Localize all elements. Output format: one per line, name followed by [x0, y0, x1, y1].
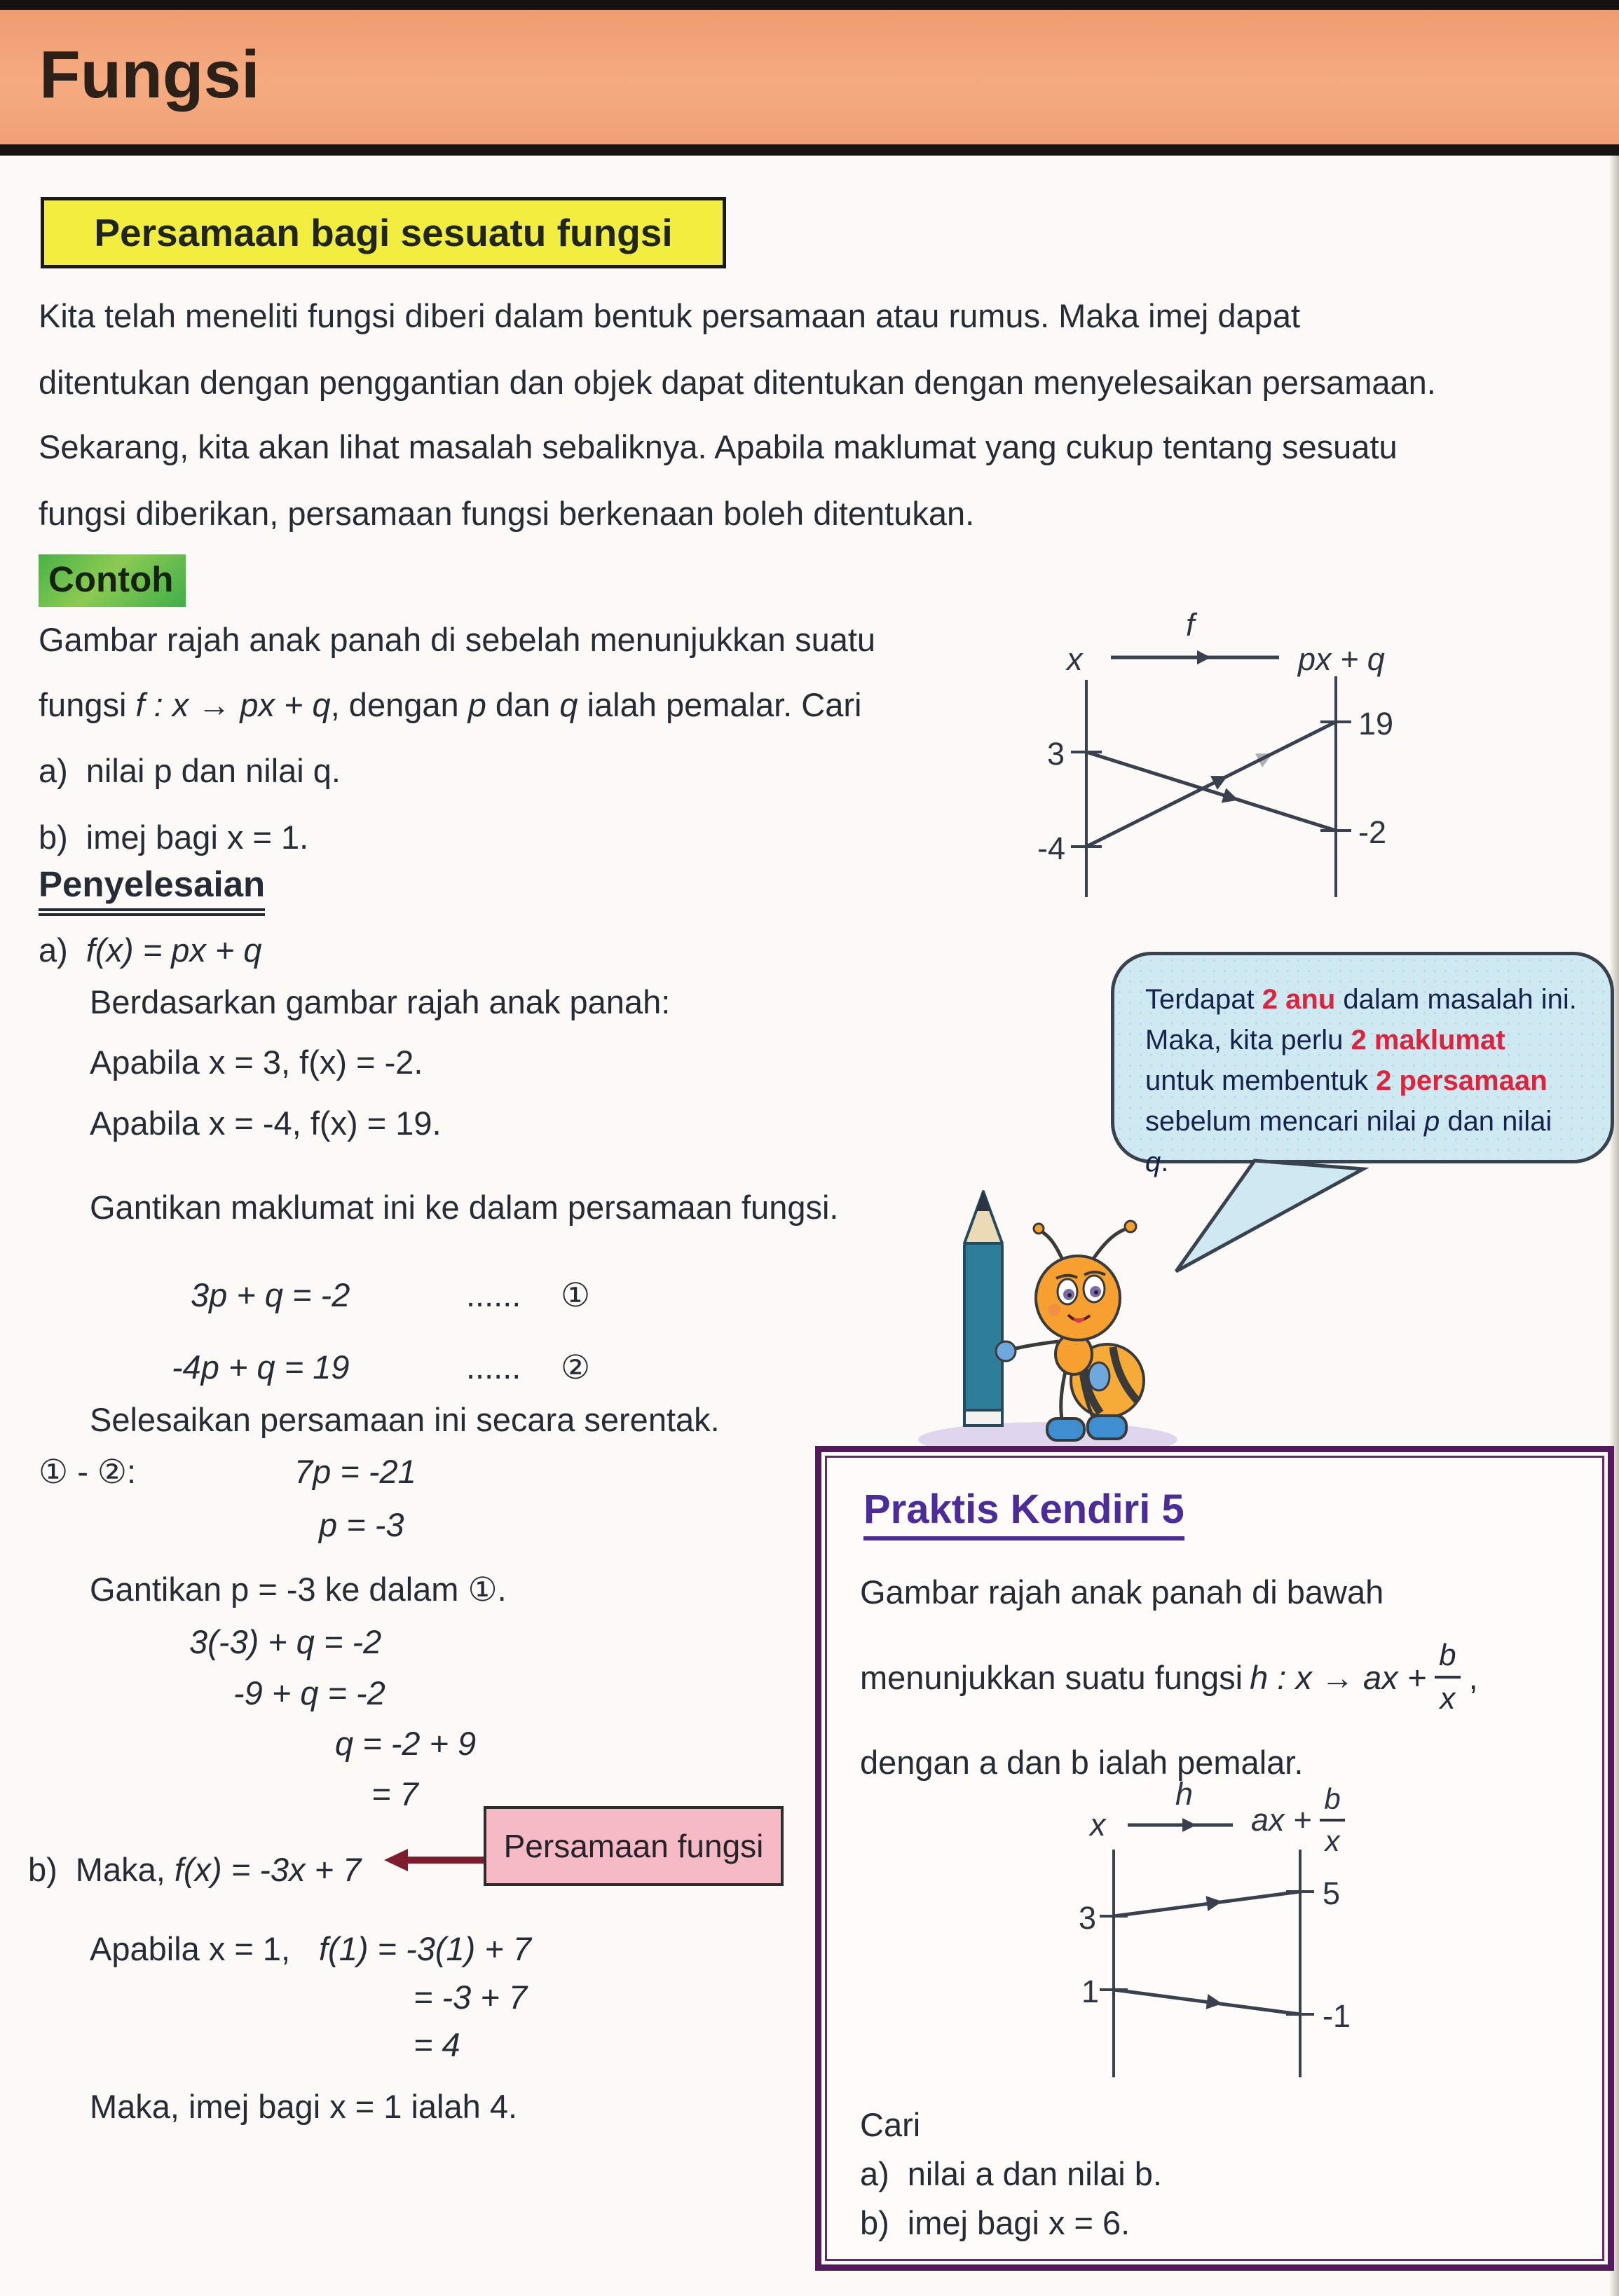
diagram-input-label: x — [1090, 1807, 1106, 1843]
diagram-function-label: h — [1175, 1776, 1194, 1812]
arrowhead-icon — [1182, 1818, 1196, 1832]
callout-label: Persamaan fungsi — [503, 1828, 764, 1864]
diagram-input-label: x — [1067, 641, 1083, 677]
solution-line: Apabila x = 3, f(x) = -2. — [90, 1044, 423, 1081]
solution-step: -9 + q = -2 — [233, 1674, 385, 1711]
equation-2-dots: ...... — [466, 1348, 521, 1386]
equation-2-number: ② — [561, 1348, 591, 1386]
diagram-function-label: f — [1186, 607, 1195, 643]
arrow-diagram-f-lines — [1037, 603, 1556, 911]
contoh-label: Contoh — [39, 554, 186, 607]
ant-hand — [996, 1341, 1016, 1361]
solution-step: q = -2 + 9 — [335, 1725, 477, 1762]
ant-boot — [1088, 1416, 1126, 1439]
equation-2: -4p + q = 19 — [172, 1348, 350, 1386]
diagram-value: -1 — [1323, 1998, 1351, 2034]
ant-head — [1036, 1256, 1120, 1340]
mapping-line-neg4-to-19 — [1086, 722, 1336, 847]
solution-line: Apabila x = 1, — [90, 1930, 291, 1967]
contoh-text-line: Gambar rajah anak panah di sebelah menunjukkan suatu — [39, 621, 876, 658]
diagram-value: 1 — [1081, 1974, 1100, 2009]
diagram-output-label: px + q — [1298, 641, 1385, 677]
diagram-value: -2 — [1358, 814, 1387, 850]
solution-operation: ① - ②: — [39, 1453, 137, 1490]
solution-line: Berdasarkan gambar rajah anak panah: — [90, 983, 671, 1020]
solution-part-a: a) f(x) = px + q — [39, 931, 262, 969]
solution-line: Gantikan p = -3 ke dalam ①. — [90, 1571, 507, 1608]
intro-paragraph-line: Kita telah meneliti fungsi diberi dalam bentuk persamaan atau rumus. Maka imej dapat — [39, 297, 1301, 334]
diagram-value: 3 — [1047, 736, 1065, 772]
arrowhead-icon — [1222, 788, 1241, 808]
praktis-item-a: a) nilai a dan nilai b. — [860, 2155, 1162, 2192]
diagram-value: 5 — [1323, 1875, 1341, 1911]
ant-body — [996, 1221, 1144, 1440]
ant-boot — [1047, 1419, 1084, 1440]
diagram-output-label: ax + $\frac{b}{x}$ — [1251, 1784, 1345, 1856]
praktis-kendiri-box — [815, 1446, 1614, 2271]
praktis-title: Praktis Kendiri 5 — [863, 1486, 1184, 1540]
praktis-text-line: menunjukkan suatu fungsi h : x → ax + $\frac{b}{x}$ , — [860, 1638, 1478, 1716]
solution-step: p = -3 — [319, 1506, 404, 1543]
solution-part-b: b) Maka, f(x) = -3x + 7 — [28, 1851, 362, 1888]
ant-blush — [1048, 1304, 1060, 1316]
solution-conclusion: Maka, imej bagi x = 1 ialah 4. — [90, 2088, 518, 2125]
intro-paragraph-line: Sekarang, kita akan lihat masalah sebaliknya. Apabila maklumat yang cukup tentang sesuatu — [39, 428, 1398, 465]
solution-line: Apabila x = -4, f(x) = 19. — [90, 1105, 442, 1142]
diagram-value: -4 — [1037, 831, 1066, 866]
equation-1-dots: ...... — [466, 1276, 521, 1313]
diagram-value: 3 — [1079, 1900, 1097, 1936]
solution-step: = -3 + 7 — [414, 1979, 527, 2016]
praktis-cari: Cari — [860, 2106, 921, 2143]
page-top-rule — [0, 0, 1619, 10]
callout-arrow-icon — [384, 1845, 489, 1875]
arrowhead-ghost-icon — [1255, 746, 1276, 767]
equation-1: 3p + q = -2 — [191, 1276, 350, 1313]
chapter-title: Fungsi — [39, 37, 260, 112]
section-title-box — [41, 197, 726, 268]
praktis-item-b: b) imej bagi x = 6. — [860, 2204, 1130, 2241]
solution-step: = 4 — [414, 2026, 460, 2063]
arrowhead-icon — [1197, 650, 1211, 664]
solution-step: 3(-3) + q = -2 — [189, 1623, 382, 1660]
persamaan-fungsi-callout — [484, 1806, 784, 1886]
hint-speech-bubble: Terdapat 2 anu dalam masalah ini. Maka, kita perlu 2 maklumat untuk membentuk 2 persamaan sebelum mencari nilai p dan nilai q. — [1111, 952, 1614, 1163]
solution-step: = 7 — [371, 1775, 418, 1812]
praktis-text-line: dengan a dan b ialah pemalar. — [860, 1744, 1304, 1781]
arrow-diagram-h — [1023, 1776, 1429, 2084]
equation-1-number: ① — [561, 1276, 591, 1313]
ant-mascot-illustration — [897, 1165, 1198, 1459]
banner-bottom-rule — [0, 144, 1619, 156]
solution-heading: Penyelesaian — [39, 863, 265, 916]
contoh-item-b: b) imej bagi x = 1. — [39, 819, 309, 856]
mapping-line-3-to-5 — [1114, 1892, 1300, 1916]
solution-step: 7p = -21 — [294, 1453, 416, 1490]
diagram-value: 19 — [1358, 706, 1394, 742]
contoh-item-a: a) nilai p dan nilai q. — [39, 752, 341, 789]
arrowhead-icon — [1206, 1894, 1224, 1911]
solution-step: f(1) = -3(1) + 7 — [319, 1930, 531, 1967]
praktis-text-line: Gambar rajah anak panah di bawah — [860, 1573, 1384, 1611]
arrowhead-icon — [1206, 1994, 1224, 2011]
chapter-banner — [0, 10, 1619, 144]
solution-line: Gantikan maklumat ini ke dalam persamaan fungsi. — [90, 1189, 839, 1226]
solution-line: Selesaikan persamaan ini secara serentak. — [90, 1401, 720, 1438]
pencil-icon — [964, 1191, 1002, 1426]
contoh-text-line: fungsi f : x → px + q, dengan p dan q ialah pemalar. Cari — [39, 686, 862, 723]
arrowhead-icon — [1210, 769, 1231, 790]
ant-hand — [1088, 1362, 1109, 1390]
mapping-line-3-to-neg2 — [1086, 752, 1336, 831]
section-title: Persamaan bagi sesuatu fungsi — [94, 211, 673, 254]
arrow-diagram-f — [1037, 603, 1556, 911]
intro-paragraph-line: ditentukan dengan penggantian dan objek dapat ditentukan dengan menyelesaikan persamaan. — [39, 364, 1436, 401]
intro-paragraph-line: fungsi diberikan, persamaan fungsi berkenaan boleh ditentukan. — [39, 495, 975, 532]
